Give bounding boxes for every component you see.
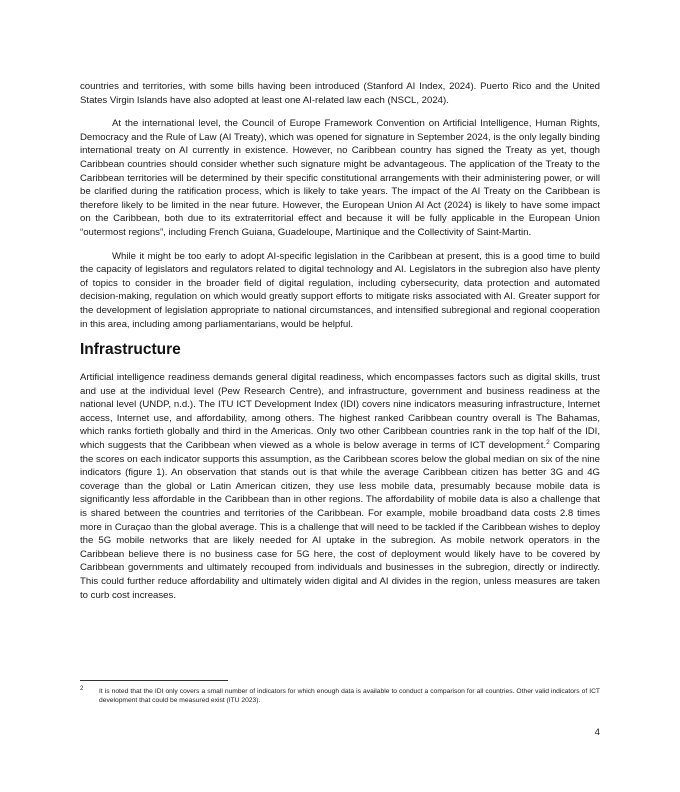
page-number: 4 [594, 727, 600, 738]
footnote-number: 2 [80, 686, 84, 692]
footnote-divider [80, 680, 228, 681]
page-body [80, 80, 600, 612]
footnote-text: It is noted that the IDI only covers a small number of indicators for which enough data is available to conduct a comparison for all countries. Other valid indicators of ICT development that could be measured exist (ITU 2023). [99, 688, 600, 705]
section-heading-infrastructure: Infrastructure [80, 341, 181, 359]
footnote [80, 687, 600, 706]
footnote-reference[interactable]: 2 [546, 438, 550, 446]
paragraph-infrastructure-text-after: Comparing the scores on each indicator supports this assumption, as the Caribbean scores below the global median on six of the nine indicators (figure 1). An observation that stands out is that while the average Caribbean citizen has better 3G and 4G coverage than the global or Latin American citizen, they use less mobile data, presumably because mobile data is significantly less affordable in the Caribbean than in other regions. The affordability of mobile data is also a challenge that is shared between the countries and territories of the Caribbean. For example, mobile broadband data costs 2.8 times more in Curaçao than the global average. This is a challenge that will need to be tackled if the Caribbean wishes to deploy the 5G mobile networks that are likely needed for AI uptake in the subregion. As mobile network operators in the Caribbean believe there is no business case for 5G here, the cost of deployment would likely have to be covered by Caribbean governments and ultimately recouped from individuals and businesses in the subregion, directly or indirectly. This could further reduce affordability and ultimately widen digital and AI divides in the region, unless measures are taken to curb cost increases. [80, 440, 600, 601]
paragraph-infrastructure-text-before: Artificial intelligence readiness demands general digital readiness, which encompasses factors such as digital skills, trust and use at the individual level (Pew Research Centre), and infrastructure, government and business readiness at the national level (UNDP, n.d.). The ITU ICT Development Index (IDI) covers nine indicators measuring infrastructure, Internet access, Internet use, and affordability, among others. The highest ranked Caribbean country overall is The Bahamas, which ranks fortieth globally and third in the Americas. Only two other Caribbean countries rank in the top half of the IDI, which suggests that the Caribbean when viewed as a whole is below average in terms of ICT development. [80, 372, 600, 452]
paragraph-legislation-capacity: While it might be too early to adopt AI-specific legislation in the Caribbean at present, this is a good time to build the capacity of legislators and regulators related to digital technology and AI. Legislators in the subregion also have plenty of topics to consider in the broader field of digital regulation, including cybersecurity, data protection and automated decision-making, regulation on which would greatly support efforts to mitigate risks associated with AI. Greater support for the development of legislation appropriate to national circumstances, and intensified subregional and regional cooperation in this area, including among parliamentarians, would be helpful. [80, 250, 600, 330]
paragraph-continuation: countries and territories, with some bills having been introduced (Stanford AI Index, 2024). Puerto Rico and the United States Virgin Islands have also adopted at least one AI-related law each (NSCL, 2024). [80, 81, 600, 106]
paragraph-infrastructure [80, 371, 600, 602]
paragraph-ai-treaty: At the international level, the Council of Europe Framework Convention on Artificial Intelligence, Human Rights, Democracy and the Rule of Law (AI Treaty), which was opened for signature in September 2024, is the only legally binding international treaty on AI currently in existence. However, no Caribbean country has signed the Treaty as yet, though Caribbean countries should consider whether such signature might be advantageous. The application of the Treaty to the Caribbean territories will be determined by their specific constitutional arrangements with their administering power, or will be clarified during the ratification process, which is likely to take years. The impact of the AI Treaty on the Caribbean is therefore likely to be limited in the near future. However, the European Union AI Act (2024) is likely to have some impact on the Caribbean, both due to its extraterritorial effect and because it will be fully applicable in the European Union “outermost regions”, including French Guiana, Guadeloupe, Martinique and the Collectivity of Saint-Martin. [80, 118, 600, 238]
